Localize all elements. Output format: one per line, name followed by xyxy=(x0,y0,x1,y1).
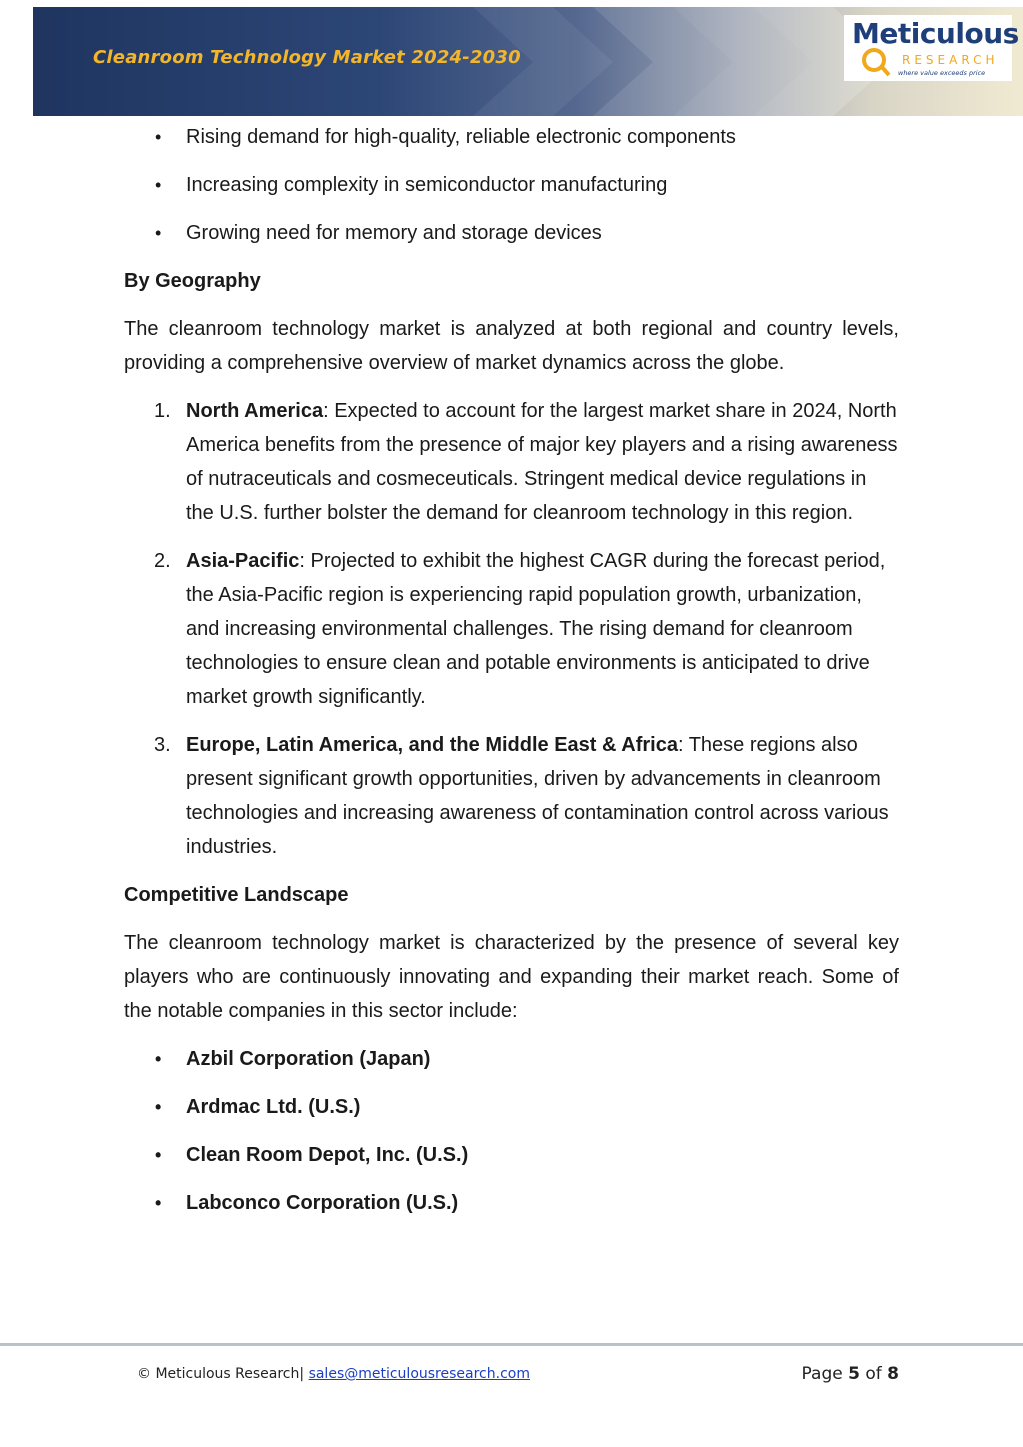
list-item: • Azbil Corporation (Japan) xyxy=(124,1042,899,1076)
list-item xyxy=(124,728,899,864)
email-link[interactable]: sales@meticulousresearch.com xyxy=(308,1366,530,1382)
item-number: 3. xyxy=(154,734,171,756)
competitive-intro: The cleanroom technology market is characterized by the presence of several key players who are continuously innovating and expanding their market reach. Some of the notable companies in this sector include: xyxy=(124,932,899,1022)
list-item: • Increasing complexity in semiconductor manufacturing xyxy=(124,168,899,202)
region-text: : These regions also present significant growth opportunities, driven by advancements in cleanroom technologies and increasing awareness of contamination control across various industries. xyxy=(186,734,889,858)
logo-tagline: where value exceeds price xyxy=(898,69,986,77)
list-item: • Clean Room Depot, Inc. (U.S.) xyxy=(124,1138,899,1172)
report-title: Cleanroom Technology Market 2024-2030 xyxy=(93,47,521,68)
logo-name: Meticulous xyxy=(852,17,1019,50)
item-number: 2. xyxy=(154,550,171,572)
page-total: 8 xyxy=(887,1364,899,1384)
section-heading-geography: By Geography xyxy=(124,270,261,292)
page-label: Page xyxy=(801,1364,843,1384)
section-heading-competitive: Competitive Landscape xyxy=(124,884,349,906)
list-item: • Rising demand for high-quality, reliable electronic components xyxy=(124,120,899,154)
header-banner xyxy=(33,7,1023,116)
region-name: Asia-Pacific xyxy=(186,550,300,572)
region-text: : Projected to exhibit the highest CAGR during the forecast period, the Asia-Pacific region is experiencing rapid population growth, urbanization, and increasing environmental challenges. The rising demand for cleanroom technologies to ensure clean and potable environments is anticipated to drive market growth significantly. xyxy=(186,550,886,708)
geography-intro: The cleanroom technology market is analyzed at both regional and country levels, providing a comprehensive overview of market dynamics across the globe. xyxy=(124,318,899,374)
list-item xyxy=(124,544,899,714)
region-text: : Expected to account for the largest market share in 2024, North America benefits from the presence of major key players and a rising awareness of nutraceuticals and cosmeceuticals. Stringent medical device regulations in the U.S. further bolster the demand for cleanroom technology in this region. xyxy=(186,400,898,524)
drivers-list xyxy=(124,120,899,250)
region-name: Europe, Latin America, and the Middle East & Africa xyxy=(186,734,678,756)
company-logo xyxy=(844,15,1019,81)
list-item xyxy=(124,394,899,530)
page-current: 5 xyxy=(848,1364,860,1384)
item-number: 1. xyxy=(154,400,171,422)
list-item: • Ardmac Ltd. (U.S.) xyxy=(124,1090,899,1124)
page-content xyxy=(124,120,899,1234)
companies-list xyxy=(124,1042,899,1220)
regions-list xyxy=(124,394,899,864)
page-of: of xyxy=(865,1364,882,1384)
region-name: North America xyxy=(186,400,324,422)
logo-sub: RESEARCH xyxy=(902,53,999,67)
footer-divider xyxy=(0,1343,1023,1346)
list-item: • Labconco Corporation (U.S.) xyxy=(124,1186,899,1220)
footer-copyright xyxy=(137,1366,530,1382)
page-number xyxy=(802,1364,899,1384)
list-item: • Growing need for memory and storage devices xyxy=(124,216,899,250)
copyright-text: © Meticulous Research| xyxy=(137,1366,305,1382)
